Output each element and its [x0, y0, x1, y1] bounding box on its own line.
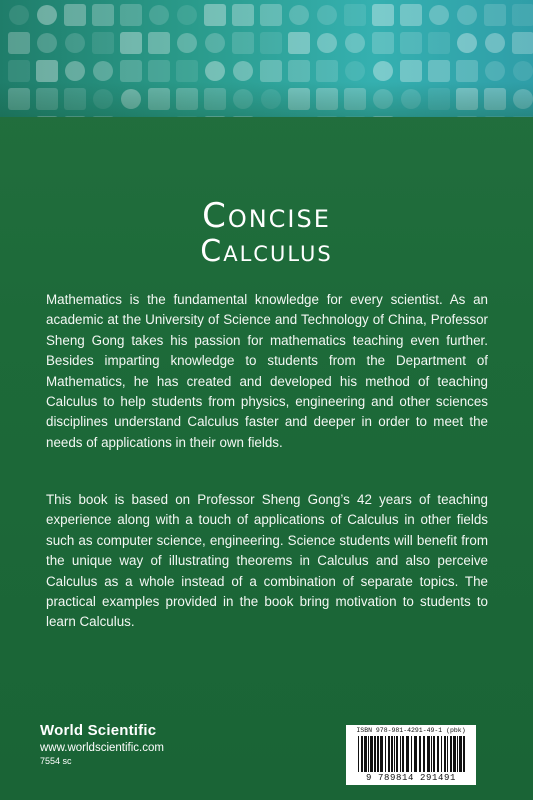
barcode-bar	[374, 736, 376, 772]
barcode-bar	[441, 736, 442, 772]
barcode-bar	[385, 736, 386, 772]
barcode-bar	[364, 736, 367, 772]
barcode-bar	[433, 736, 435, 772]
barcode-bar	[394, 736, 395, 772]
barcode-bar	[358, 736, 359, 772]
barcode-bar	[423, 736, 425, 772]
barcode-bar	[396, 736, 398, 772]
barcode-bar	[450, 736, 452, 772]
barcode-bar	[453, 736, 456, 772]
barcode-bars	[356, 736, 466, 772]
description-paragraph-2: This book is based on Professor Sheng Gong’s 42 years of teaching experience along with a touch of applications of Calculus in other fields such as computer science, engineering. Science students will benefit from the unique way of illustrating theorems in Calculus and also perceive Calculus as a whole instead of a combination of separate topics. The practical examples provided in the book bring motivation to students to learn Calculus.	[46, 492, 488, 630]
publisher-url: www.worldscientific.com	[40, 742, 164, 754]
publisher-block	[40, 722, 164, 766]
isbn-barcode	[346, 725, 476, 785]
barcode-bar	[391, 736, 393, 772]
description-paragraph-1: Mathematics is the fundamental knowledge for every scientist. As an academic at the University of Science and Technology of China, Professor Sheng Gong takes his passion for mathematics teaching even further. Besides imparting knowledge to students from the Department of Mathematics, he has created and developed his method of teaching Calculus to help students from physics, engineering and other sciences disciplines understand Calculus faster and deeper in order to meet the needs of applications in their own fields.	[46, 292, 488, 450]
barcode-digits: 9 789814 291491	[365, 773, 456, 783]
barcode-bar	[368, 736, 369, 772]
barcode-bar	[444, 736, 446, 772]
barcode-bar	[459, 736, 462, 772]
barcode-bar	[361, 736, 363, 772]
barcode-bar	[457, 736, 458, 772]
barcode-bar	[406, 736, 409, 772]
banner-shade	[0, 0, 533, 117]
barcode-bar	[402, 736, 404, 772]
book-title-line1: Concise	[202, 196, 331, 236]
barcode-bar	[400, 736, 401, 772]
barcode-bar	[431, 736, 432, 772]
barcode-bar	[463, 736, 465, 772]
barcode-bar	[419, 736, 421, 772]
barcode-bar	[370, 736, 373, 772]
barcode-bar	[377, 736, 379, 772]
barcode-bar	[388, 736, 390, 772]
book-title-line2: Calculus	[200, 234, 333, 269]
publisher-code: 7554 sc	[40, 756, 72, 766]
isbn-label: ISBN 978-981-4291-49-1 (pbk)	[356, 727, 466, 734]
barcode-bar	[380, 736, 383, 772]
barcode-bar	[427, 736, 430, 772]
barcode-bar	[414, 736, 417, 772]
barcode-bar	[447, 736, 448, 772]
barcode-bar	[411, 736, 412, 772]
decorative-banner	[0, 0, 533, 117]
publisher-name: World Scientific	[40, 722, 157, 739]
barcode-bar	[437, 736, 439, 772]
